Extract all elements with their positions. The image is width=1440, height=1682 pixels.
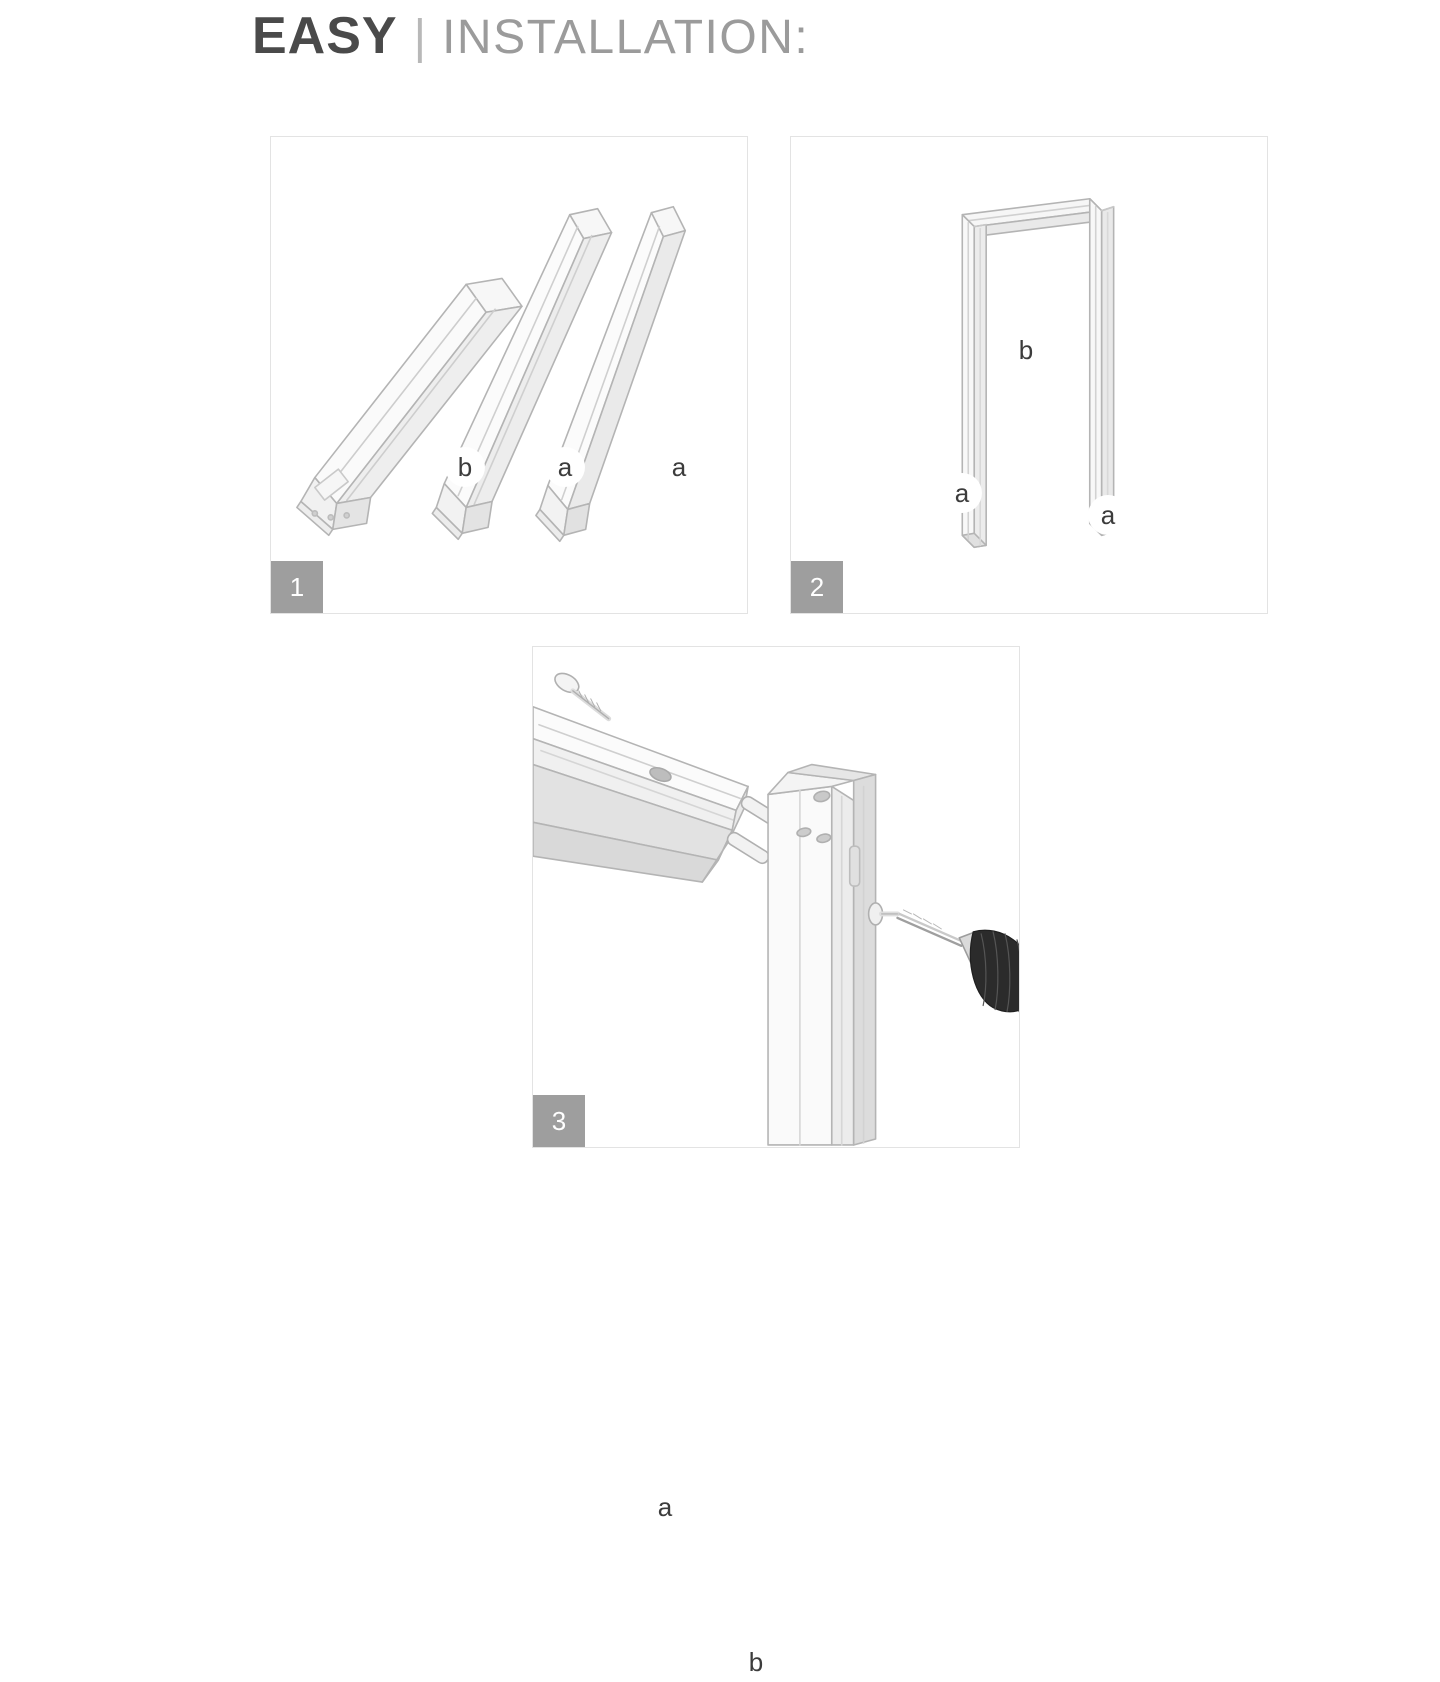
panel-parts-overview <box>270 136 748 614</box>
panel-step-number: 2 <box>791 561 843 613</box>
panel-step-number: 3 <box>533 1095 585 1147</box>
callout-a-left: a <box>942 473 982 513</box>
page-title-divider: | <box>413 11 427 64</box>
callout-a-left: a <box>545 447 585 487</box>
panel-screw-fixing <box>532 646 1020 1677</box>
page-title-light: INSTALLATION: <box>442 11 810 64</box>
callout-b: b <box>736 1642 776 1682</box>
illustration-screwdriver-fixing-detail <box>533 647 1019 1147</box>
callout-a-right: a <box>659 447 699 487</box>
page-title-bold: EASY <box>252 7 398 65</box>
callout-b: b <box>445 447 485 487</box>
callout-a-right: a <box>1088 495 1128 535</box>
callout-b: b <box>1006 330 1046 370</box>
panel-frame-assembly <box>790 136 1268 614</box>
panel-step-number: 1 <box>271 561 323 613</box>
illustration-three-jamb-profiles <box>271 137 747 613</box>
callout-a: a <box>645 1487 685 1527</box>
illustration-assembled-door-frame <box>791 137 1267 613</box>
page-title <box>252 6 809 66</box>
